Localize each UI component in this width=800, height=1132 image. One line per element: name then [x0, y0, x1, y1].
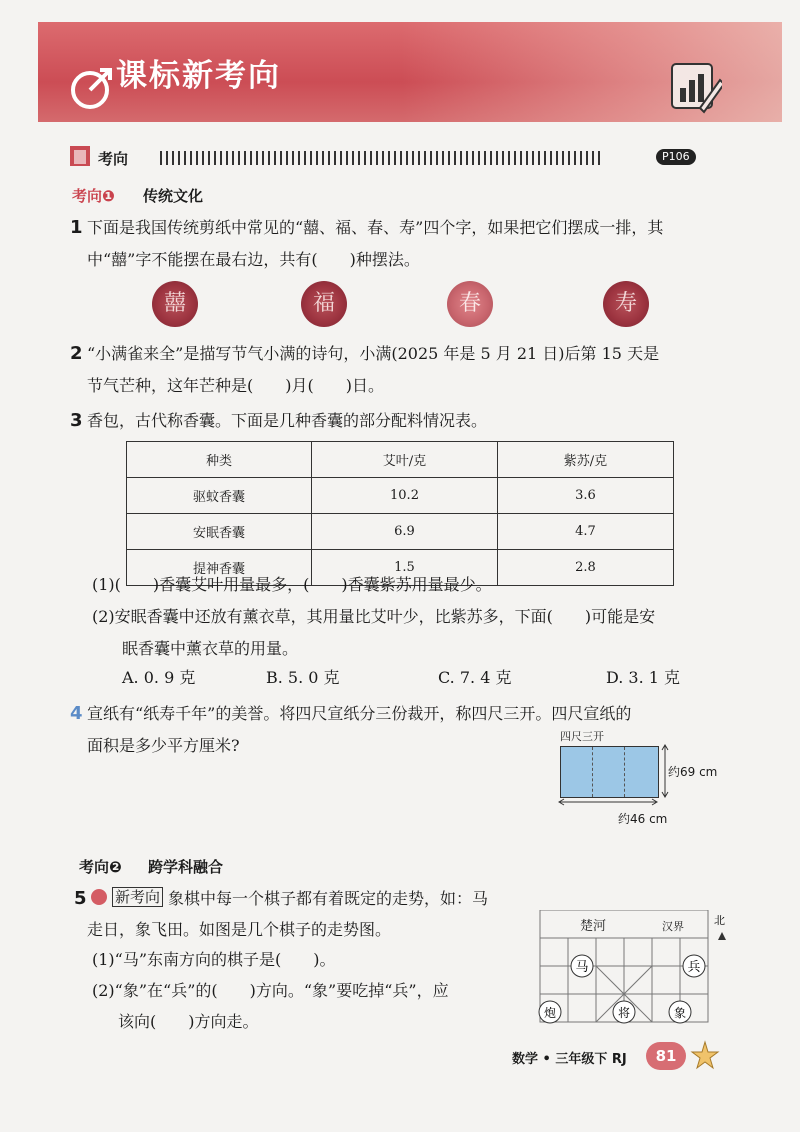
- topic1-number: 考向❶: [72, 187, 115, 205]
- q1-line2: 中“囍”字不能摆在最右边，共有( )种摆法。: [87, 250, 420, 269]
- footer-label: 数学 • 三年级下 RJ: [512, 1052, 627, 1067]
- north-arrow-icon: [718, 932, 726, 940]
- q3-intro: 香包，古代称香囊。下面是几种香囊的部分配料情况表。: [87, 411, 488, 430]
- table-cell: 驱蚊香囊: [127, 478, 312, 514]
- svg-text:马: 马: [575, 960, 589, 975]
- q2-number: 2: [70, 343, 83, 364]
- xuan-paper-figure: [560, 746, 659, 798]
- q3-option-a: A. 0. 9 克: [122, 668, 196, 687]
- papercut-chun: 春: [447, 281, 493, 327]
- page-title: 课标新考向: [116, 58, 281, 94]
- q2-line1: “小满雀来全”是描写节气小满的诗句，小满(2025 年是 5 月 21 日)后第 15 天是: [87, 344, 660, 363]
- width-label: 约46 cm: [618, 812, 668, 826]
- table-cell: 安眠香囊: [127, 514, 312, 550]
- svg-text:将: 将: [617, 1006, 631, 1020]
- svg-text:象: 象: [673, 1006, 687, 1020]
- papercut-fu: 福: [301, 281, 347, 327]
- new-tag-badge: 新考向: [112, 887, 163, 907]
- q3-option-d: D. 3. 1 克: [606, 668, 681, 687]
- topic1-title: 传统文化: [143, 187, 204, 205]
- page-number: 81: [655, 1047, 677, 1065]
- q3-option-c: C. 7. 4 克: [438, 668, 512, 687]
- section-label: 考向: [98, 150, 129, 168]
- table-header-row: [127, 442, 674, 478]
- q2-line2: 节气芒种，这年芒种是( )月( )日。: [87, 376, 384, 395]
- svg-text:兵: 兵: [687, 960, 701, 975]
- river-label: 楚河: [580, 919, 607, 934]
- q1-line1: 下面是我国传统剪纸中常见的“囍、福、春、寿”四个字，如果把它们摆成一排，其: [87, 218, 664, 237]
- q5-number: 5: [74, 888, 87, 909]
- height-label: 约69 cm: [668, 765, 718, 779]
- table-cell: 提神香囊: [127, 550, 312, 586]
- q5-line2: 走日，象飞田。如图是几个棋子的走势图。: [87, 920, 392, 939]
- q3-sub2-line1: (2)安眠香囊中还放有薰衣草，其用量比艾叶少，比紫苏多，下面( )可能是安: [92, 607, 656, 626]
- chess-piece-ma: [571, 955, 593, 977]
- width-dimension-arrow: [558, 796, 660, 808]
- page-ref-badge: P106: [656, 149, 696, 165]
- river-label-2: 汉界: [662, 920, 684, 933]
- table-cell: 1.5: [312, 550, 498, 586]
- table-cell: 6.9: [312, 514, 498, 550]
- arrow-circle-icon: [66, 62, 118, 114]
- q3-sub2-line2: 眠香囊中薰衣草的用量。: [122, 639, 299, 658]
- chess-piece-xiang: [669, 1001, 691, 1023]
- q3-option-b: B. 5. 0 克: [266, 668, 340, 687]
- q5-sub2-line2: 该向( )方向走。: [118, 1012, 259, 1031]
- q4-line2: 面积是多少平方厘米?: [87, 736, 240, 755]
- section-bar: [68, 148, 712, 168]
- chess-piece-pao: [539, 1001, 561, 1023]
- table-cell: 4.7: [498, 514, 674, 550]
- table-cell: 3.6: [498, 478, 674, 514]
- table-header: 种类: [127, 442, 312, 478]
- chess-board: [530, 910, 730, 1030]
- star-decoration-icon: [690, 1040, 720, 1070]
- topic2-title: 跨学科融合: [148, 858, 224, 876]
- q5-sub2-line1: (2)“象”在“兵”的( )方向。“象”要吃掉“兵”，应: [92, 981, 449, 1000]
- q3-number: 3: [70, 410, 83, 431]
- table-cell: 2.8: [498, 550, 674, 586]
- new-dot-icon: [91, 889, 107, 905]
- paper-figure-title: 四尺三开: [560, 730, 604, 743]
- chess-piece-jiang: [613, 1001, 635, 1023]
- table-row: [127, 514, 674, 550]
- table-header: 紫苏/克: [498, 442, 674, 478]
- page-number-badge: [646, 1042, 686, 1070]
- papercut-xi: 囍: [152, 281, 198, 327]
- q1-number: 1: [70, 217, 83, 238]
- spice-table: [126, 441, 674, 586]
- q3-sub1: (1)( )香囊艾叶用量最多，( )香囊紫苏用量最少。: [92, 575, 492, 594]
- flag-icon: [68, 144, 94, 170]
- table-cell: 10.2: [312, 478, 498, 514]
- papercut-shou: 寿: [603, 281, 649, 327]
- table-row: [127, 478, 674, 514]
- dotted-rule: [160, 151, 600, 165]
- q5-sub1: (1)“马”东南方向的棋子是( )。: [92, 950, 336, 969]
- q5-line1: 象棋中每一个棋子都有着既定的走势，如：马: [168, 889, 489, 908]
- svg-text:炮: 炮: [543, 1006, 557, 1020]
- topic2-number: 考向❷: [79, 858, 122, 876]
- chess-piece-bing: [683, 955, 705, 977]
- q4-number: 4: [70, 703, 83, 724]
- north-label: 北: [714, 914, 725, 927]
- chart-pen-icon: [670, 58, 722, 114]
- q4-line1: 宣纸有“纸寿千年”的美誉。将四尺宣纸分三份裁开，称四尺三开。四尺宣纸的: [87, 704, 632, 723]
- table-header: 艾叶/克: [312, 442, 498, 478]
